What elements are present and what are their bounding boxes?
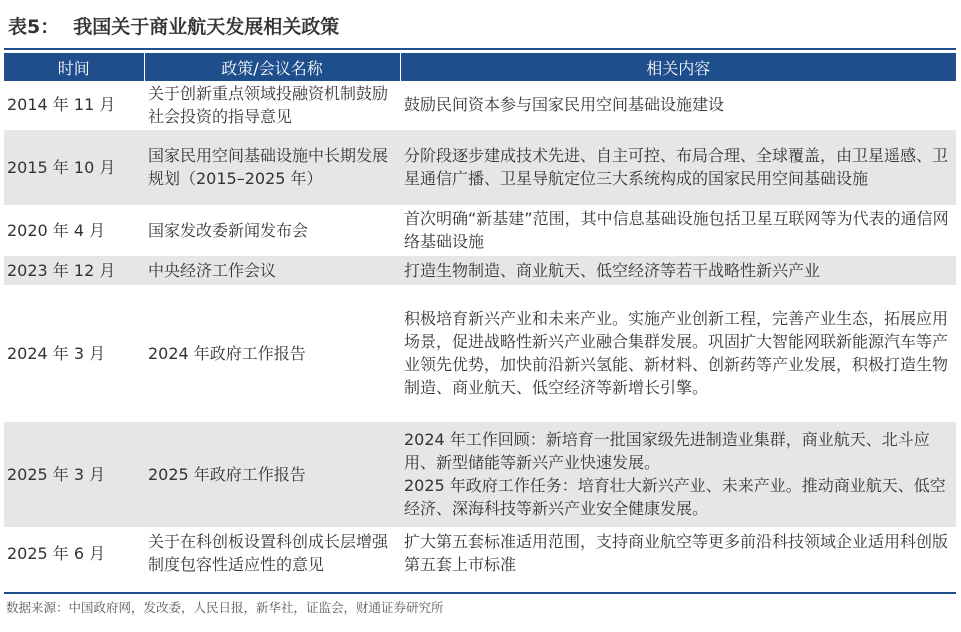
- content-paragraph: 分阶段逐步建成技术先进、自主可控、布局合理、全球覆盖，由卫星遥感、卫星通信广播、卫星导航定位三大系统构成的国家民用空间基础设施: [404, 146, 949, 188]
- table-title: [8, 12, 339, 39]
- row-content: [400, 285, 956, 421]
- table-row: [4, 285, 956, 421]
- table-header-row: [4, 53, 956, 81]
- row-time: 2020 年 4 月: [4, 205, 144, 255]
- row-time: 2025 年 6 月: [4, 527, 144, 579]
- header-time: 时间: [4, 53, 144, 81]
- row-policy: 国家民用空间基础设施中长期发展规划（2015–2025 年）: [144, 129, 400, 205]
- top-rule: [4, 48, 956, 50]
- content-paragraph: 积极培育新兴产业和未来产业。实施产业创新工程，完善产业生态，拓展应用场景，促进战略性新兴产业融合集群发展。巩固扩大智能网联新能源汽车等产业领先优势，加快前沿新兴氢能、新材料、创新药等产业发展，积极打造生物制造、商业航天、低空经济等新增长引擎。: [404, 309, 949, 397]
- row-policy: 中央经济工作会议: [144, 255, 400, 285]
- row-time: 2025 年 3 月: [4, 421, 144, 527]
- row-policy: 2024 年政府工作报告: [144, 285, 400, 421]
- row-policy: 2025 年政府工作报告: [144, 421, 400, 527]
- row-time: 2015 年 10 月: [4, 129, 144, 205]
- row-time: 2024 年 3 月: [4, 285, 144, 421]
- row-content: [400, 255, 956, 285]
- table-number: 表5：: [8, 16, 60, 38]
- table-row: [4, 205, 956, 255]
- content-paragraph: 2024 年工作回顾：新培育一批国家级先进制造业集群，商业航天、北斗应用、新型储能等新兴产业快速发展。: [404, 430, 930, 472]
- table-caption: 我国关于商业航天发展相关政策: [73, 16, 340, 38]
- row-policy: 国家发改委新闻发布会: [144, 205, 400, 255]
- table-row: [4, 421, 956, 527]
- bottom-rule: [4, 592, 956, 594]
- header-content: 相关内容: [400, 53, 956, 81]
- row-content: [400, 421, 956, 527]
- content-paragraph: 鼓励民间资本参与国家民用空间基础设施建设: [404, 95, 725, 115]
- content-paragraph: 扩大第五套标准适用范围，支持商业航空等更多前沿科技领域企业适用科创版第五套上市标准: [404, 532, 949, 574]
- row-content: [400, 205, 956, 255]
- row-policy: 关于在科创板设置科创成长层增强制度包容性适应性的意见: [144, 527, 400, 579]
- header-policy: 政策/会议名称: [144, 53, 400, 81]
- policy-table: [4, 53, 956, 580]
- content-paragraph: 打造生物制造、商业航天、低空经济等若干战略性新兴产业: [404, 260, 821, 280]
- source-note: 数据来源：中国政府网，发改委，人民日报，新华社，证监会，财通证券研究所: [6, 600, 444, 615]
- row-content: [400, 81, 956, 129]
- row-content: [400, 129, 956, 205]
- row-time: 2014 年 11 月: [4, 81, 144, 129]
- content-paragraph: 2025 年政府工作任务：培育壮大新兴产业、未来产业。推动商业航天、低空经济、深海科技等新兴产业安全健康发展。: [404, 476, 946, 518]
- table-row: [4, 527, 956, 579]
- table-row: [4, 129, 956, 205]
- content-paragraph: 首次明确“新基建”范围，其中信息基础设施包括卫星互联网等为代表的通信网络基础设施: [404, 209, 949, 251]
- row-policy: 关于创新重点领域投融资机制鼓励社会投资的指导意见: [144, 81, 400, 129]
- row-content: [400, 527, 956, 579]
- row-time: 2023 年 12 月: [4, 255, 144, 285]
- table-row: [4, 255, 956, 285]
- table-row: [4, 81, 956, 129]
